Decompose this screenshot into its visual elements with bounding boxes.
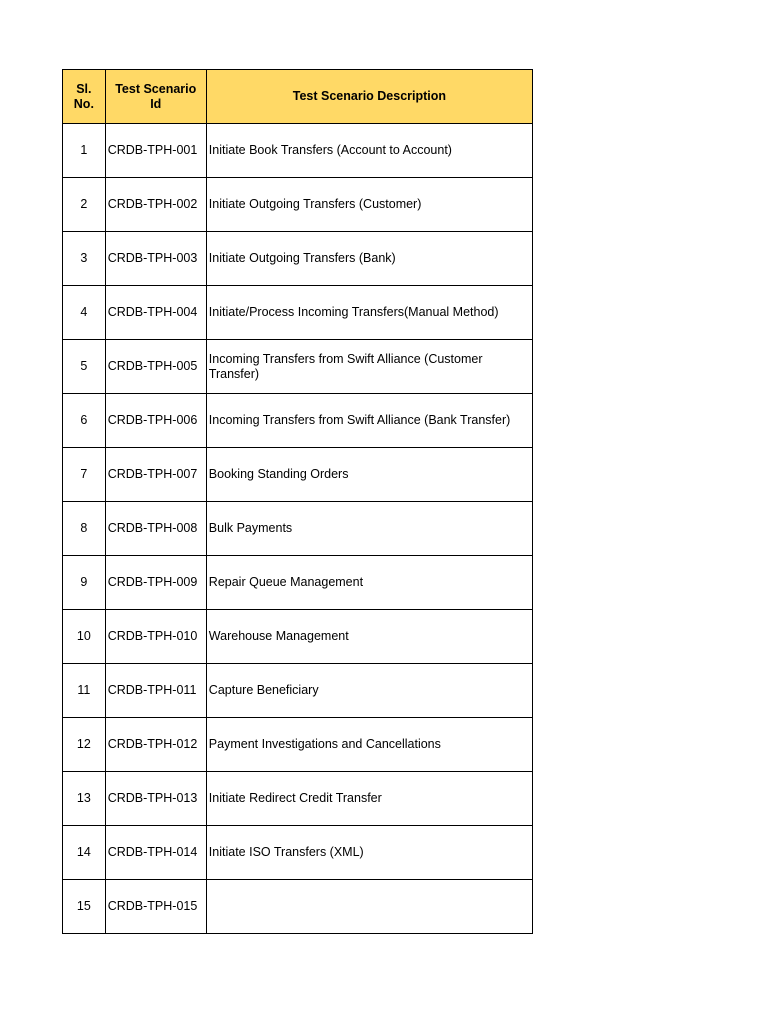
sl-no-cell: 1 bbox=[63, 124, 106, 178]
sl-no-cell: 8 bbox=[63, 502, 106, 556]
sl-no-cell: 11 bbox=[63, 664, 106, 718]
scenario-description-cell: Warehouse Management bbox=[206, 610, 532, 664]
sl-no-cell: 10 bbox=[63, 610, 106, 664]
table-row bbox=[63, 340, 533, 394]
scenario-id-cell: CRDB-TPH-015 bbox=[105, 880, 206, 934]
scenario-id-cell: CRDB-TPH-012 bbox=[105, 718, 206, 772]
sl-no-cell: 9 bbox=[63, 556, 106, 610]
test-scenario-table bbox=[62, 69, 533, 934]
scenario-description-cell: Repair Queue Management bbox=[206, 556, 532, 610]
header-test-scenario-description: Test Scenario Description bbox=[206, 70, 532, 124]
table-row bbox=[63, 610, 533, 664]
sl-no-cell: 13 bbox=[63, 772, 106, 826]
scenario-id-cell: CRDB-TPH-013 bbox=[105, 772, 206, 826]
scenario-description-cell: Incoming Transfers from Swift Alliance (Bank Transfer) bbox=[206, 394, 532, 448]
scenario-id-cell: CRDB-TPH-002 bbox=[105, 178, 206, 232]
table-row bbox=[63, 124, 533, 178]
scenario-description-cell: Initiate ISO Transfers (XML) bbox=[206, 826, 532, 880]
scenario-id-cell: CRDB-TPH-011 bbox=[105, 664, 206, 718]
scenario-description-cell: Bulk Payments bbox=[206, 502, 532, 556]
scenario-id-cell: CRDB-TPH-007 bbox=[105, 448, 206, 502]
scenario-description-cell: Booking Standing Orders bbox=[206, 448, 532, 502]
table-body bbox=[63, 124, 533, 934]
scenario-id-cell: CRDB-TPH-003 bbox=[105, 232, 206, 286]
table-row bbox=[63, 286, 533, 340]
sl-no-cell: 15 bbox=[63, 880, 106, 934]
scenario-id-cell: CRDB-TPH-005 bbox=[105, 340, 206, 394]
table-row bbox=[63, 448, 533, 502]
header-row bbox=[63, 70, 533, 124]
scenario-description-cell bbox=[206, 880, 532, 934]
scenario-description-cell: Initiate Redirect Credit Transfer bbox=[206, 772, 532, 826]
sl-no-cell: 5 bbox=[63, 340, 106, 394]
sl-no-cell: 7 bbox=[63, 448, 106, 502]
scenario-id-cell: CRDB-TPH-014 bbox=[105, 826, 206, 880]
sl-no-cell: 14 bbox=[63, 826, 106, 880]
table-row bbox=[63, 826, 533, 880]
sl-no-cell: 4 bbox=[63, 286, 106, 340]
table-row bbox=[63, 718, 533, 772]
table-row bbox=[63, 178, 533, 232]
table-header bbox=[63, 70, 533, 124]
header-sl-no: Sl. No. bbox=[63, 70, 106, 124]
table-row bbox=[63, 880, 533, 934]
table-row bbox=[63, 772, 533, 826]
scenario-id-cell: CRDB-TPH-008 bbox=[105, 502, 206, 556]
scenario-id-cell: CRDB-TPH-004 bbox=[105, 286, 206, 340]
scenario-description-cell: Initiate Outgoing Transfers (Bank) bbox=[206, 232, 532, 286]
table-row bbox=[63, 502, 533, 556]
sl-no-cell: 6 bbox=[63, 394, 106, 448]
scenario-description-cell: Initiate Outgoing Transfers (Customer) bbox=[206, 178, 532, 232]
header-test-scenario-id: Test Scenario Id bbox=[105, 70, 206, 124]
scenario-id-cell: CRDB-TPH-006 bbox=[105, 394, 206, 448]
table-row bbox=[63, 556, 533, 610]
scenario-description-cell: Incoming Transfers from Swift Alliance (Customer Transfer) bbox=[206, 340, 532, 394]
scenario-id-cell: CRDB-TPH-009 bbox=[105, 556, 206, 610]
scenario-description-cell: Payment Investigations and Cancellations bbox=[206, 718, 532, 772]
sl-no-cell: 2 bbox=[63, 178, 106, 232]
scenario-description-cell: Initiate Book Transfers (Account to Account) bbox=[206, 124, 532, 178]
table-row bbox=[63, 394, 533, 448]
scenario-id-cell: CRDB-TPH-010 bbox=[105, 610, 206, 664]
table-row bbox=[63, 232, 533, 286]
scenario-id-cell: CRDB-TPH-001 bbox=[105, 124, 206, 178]
sl-no-cell: 3 bbox=[63, 232, 106, 286]
table-row bbox=[63, 664, 533, 718]
scenario-description-cell: Initiate/Process Incoming Transfers(Manual Method) bbox=[206, 286, 532, 340]
scenario-description-cell: Capture Beneficiary bbox=[206, 664, 532, 718]
sl-no-cell: 12 bbox=[63, 718, 106, 772]
